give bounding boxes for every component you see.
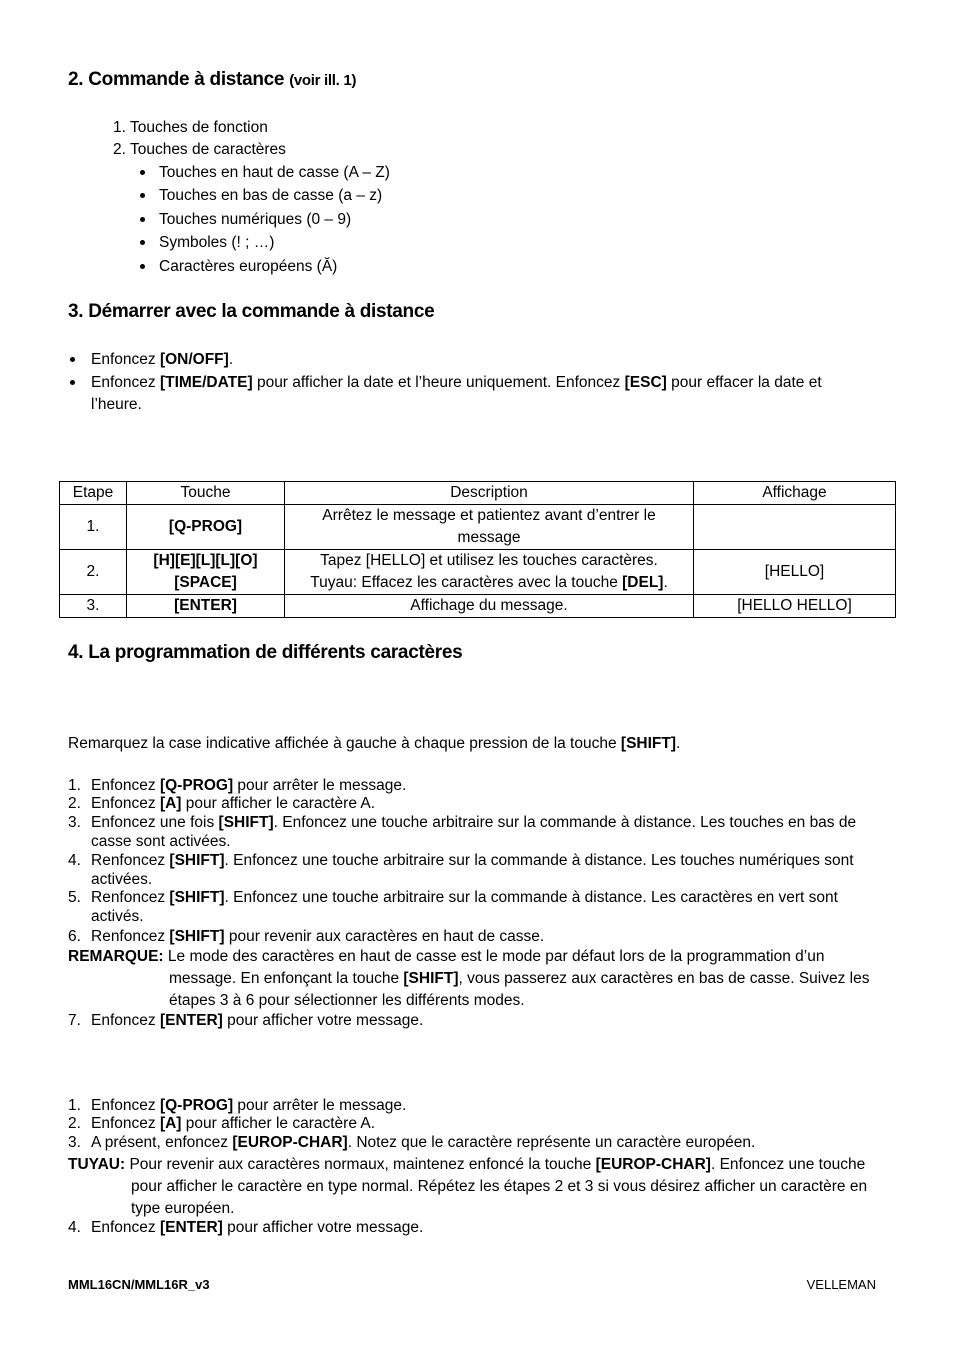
list-item <box>68 851 854 870</box>
step-number: 2. <box>68 795 81 812</box>
key-label: [ENTER] <box>159 1012 223 1029</box>
text: pour arrêter le message. <box>233 777 407 794</box>
key-label: [ENTER] <box>174 597 237 614</box>
text: Remarquez la case indicative affichée à gauche à chaque pression de la touche <box>68 735 621 752</box>
footer-brand: VELLEMAN <box>806 1277 876 1292</box>
bullet-icon <box>70 357 75 362</box>
table-header: Touche <box>127 482 285 505</box>
list-item: Touches en bas de casse (a – z) <box>159 187 383 204</box>
text: Renfoncez <box>91 889 170 906</box>
table-row <box>60 550 896 595</box>
step-number: 1. <box>68 1097 81 1114</box>
text: . <box>228 351 234 368</box>
section-2-heading <box>68 70 356 90</box>
text: . Enfoncez une touche arbitraire sur la commande à distance. Les touches en bas de <box>273 814 857 831</box>
text: Renfoncez <box>91 852 170 869</box>
table-cell <box>285 505 694 550</box>
key-label: [Q-PROG] <box>159 1097 234 1114</box>
table-cell: 1. <box>60 505 127 550</box>
list-item-continuation: l’heure. <box>91 396 142 413</box>
section-3-title: 3. Démarrer avec la commande à distance <box>68 301 435 322</box>
text: pour effacer la date et <box>666 374 822 391</box>
text: . Enfoncez une touche arbitraire sur la commande à distance. Les touches numériques sont <box>224 852 854 869</box>
text: Enfoncez <box>91 351 160 368</box>
key-label: [H][E][L][L][O] <box>153 552 258 569</box>
table-header: Description <box>285 482 694 505</box>
steps-table <box>59 481 896 618</box>
table-row <box>60 595 896 618</box>
table-cell <box>127 505 285 550</box>
list-item: Caractères européens (Ă) <box>159 258 338 275</box>
key-label: [Q-PROG] <box>168 518 243 535</box>
section-2-title: 2. Commande à distance <box>68 69 285 90</box>
list-item <box>68 794 375 813</box>
table-cell: [HELLO HELLO] <box>694 595 896 618</box>
table-cell <box>694 505 896 550</box>
key-label: [EUROP-CHAR] <box>595 1156 711 1173</box>
list-item <box>68 1011 423 1030</box>
list-item: 2. Touches de caractères <box>113 141 286 158</box>
tip-line: pour afficher le caractère en type normal. Répétez les étapes 2 et 3 si vous désirez afficher un caractère en <box>131 1178 868 1195</box>
footer-model: MML16CN/MML16R_v3 <box>68 1277 210 1292</box>
text: Enfoncez <box>91 795 160 812</box>
list-item <box>68 1114 375 1133</box>
list-item <box>68 1096 406 1115</box>
key-label: [ON/OFF] <box>159 351 229 368</box>
key-label: [EUROP-CHAR] <box>232 1134 348 1151</box>
tip-line <box>68 1155 865 1174</box>
bullet-icon <box>70 380 75 385</box>
text: message. En enfonçant la touche <box>169 970 404 987</box>
text: A présent, enfoncez <box>91 1134 233 1151</box>
text: message <box>457 529 521 546</box>
step-number: 7. <box>68 1012 81 1029</box>
step-number: 5. <box>68 889 81 906</box>
bullet-icon <box>140 193 145 198</box>
text: Enfoncez une fois <box>91 814 219 831</box>
list-item <box>91 373 822 392</box>
key-label: [ENTER] <box>159 1219 223 1236</box>
list-item <box>91 350 233 369</box>
text: Tuyau: Effacez les caractères avec la touche <box>310 574 623 591</box>
key-label: [A] <box>159 795 182 812</box>
text: pour afficher votre message. <box>222 1012 424 1029</box>
bullet-icon <box>140 240 145 245</box>
tip-label: TUYAU: <box>68 1156 126 1173</box>
text: , vous passerez aux caractères en bas de casse. Suivez les <box>458 970 870 987</box>
text: pour afficher la date et l’heure uniquement. Enfoncez <box>252 374 625 391</box>
key-label: [SHIFT] <box>169 928 225 945</box>
list-item <box>68 776 406 795</box>
key-label: [SPACE] <box>174 574 237 591</box>
text: Renfoncez <box>91 928 170 945</box>
table-header: Etape <box>60 482 127 505</box>
list-item <box>68 813 856 832</box>
note-label: REMARQUE: <box>68 948 164 965</box>
step-number: 3. <box>68 814 81 831</box>
list-item <box>68 927 544 946</box>
bullet-icon <box>140 264 145 269</box>
text: . <box>663 574 668 591</box>
note-line <box>68 947 824 966</box>
table-cell: 3. <box>60 595 127 618</box>
section-2-subtitle: (voir ill. 1) <box>289 72 357 89</box>
text: Enfoncez <box>91 1012 160 1029</box>
key-label: [SHIFT] <box>403 970 459 987</box>
list-item <box>68 1133 755 1152</box>
text: Tapez [HELLO] et utilisez les touches caractères. <box>320 552 658 569</box>
table-row <box>60 505 896 550</box>
step-number: 4. <box>68 1219 81 1236</box>
key-label: [Q-PROG] <box>159 777 234 794</box>
intro-paragraph <box>68 734 680 753</box>
text: pour arrêter le message. <box>233 1097 407 1114</box>
table-cell <box>127 595 285 618</box>
text: pour afficher le caractère A. <box>181 795 376 812</box>
text: pour afficher votre message. <box>222 1219 424 1236</box>
list-item: Symboles (! ; …) <box>159 234 275 251</box>
text: pour revenir aux caractères en haut de casse. <box>224 928 545 945</box>
key-label: [SHIFT] <box>218 814 274 831</box>
text: . Notez que le caractère représente un caractère européen. <box>347 1134 756 1151</box>
key-label: [A] <box>159 1115 182 1132</box>
note-line <box>169 969 869 988</box>
text: Le mode des caractères en haut de casse est le mode par défaut lors de la programmation d’un <box>163 948 825 965</box>
section-4-title: 4. La programmation de différents caractères <box>68 642 463 663</box>
list-item <box>68 1218 423 1237</box>
table-cell <box>285 550 694 595</box>
table-cell <box>127 550 285 595</box>
table-cell: Affichage du message. <box>285 595 694 618</box>
text: Arrêtez le message et patientez avant d’entrer le <box>322 507 656 524</box>
step-number: 2. <box>68 1115 81 1132</box>
step-number: 4. <box>68 852 81 869</box>
key-label: [TIME/DATE] <box>159 374 253 391</box>
table-cell: 2. <box>60 550 127 595</box>
key-label: [ESC] <box>624 374 667 391</box>
text: Enfoncez <box>91 1097 160 1114</box>
list-item: Touches en haut de casse (A – Z) <box>159 164 390 181</box>
key-label: [SHIFT] <box>169 889 225 906</box>
text: Enfoncez <box>91 777 160 794</box>
table-cell: [HELLO] <box>694 550 896 595</box>
step-number: 1. <box>68 777 81 794</box>
bullet-icon <box>140 217 145 222</box>
list-item <box>68 888 838 907</box>
key-label: [SHIFT] <box>620 735 677 752</box>
text: . <box>676 735 681 752</box>
list-item-continuation: activées. <box>91 871 153 888</box>
step-number: 6. <box>68 928 81 945</box>
key-label: [SHIFT] <box>169 852 225 869</box>
text: Enfoncez <box>91 374 160 391</box>
list-item: Touches numériques (0 – 9) <box>159 211 352 228</box>
tip-line: type européen. <box>131 1200 235 1217</box>
text: pour afficher le caractère A. <box>181 1115 376 1132</box>
text: Enfoncez <box>91 1115 160 1132</box>
text: Enfoncez <box>91 1219 160 1236</box>
key-label: [DEL] <box>622 574 664 591</box>
text: . Enfoncez une touche arbitraire sur la commande à distance. Les caractères en vert sont <box>224 889 838 906</box>
table-header: Affichage <box>694 482 896 505</box>
bullet-icon <box>140 170 145 175</box>
note-line: étapes 3 à 6 pour sélectionner les différents modes. <box>169 992 525 1009</box>
list-item: 1. Touches de fonction <box>113 119 268 136</box>
step-number: 3. <box>68 1134 81 1151</box>
list-item-continuation: activés. <box>91 908 144 925</box>
text: . Enfoncez une touche <box>710 1156 866 1173</box>
table-header-row <box>60 482 896 505</box>
text: Pour revenir aux caractères normaux, maintenez enfoncé la touche <box>125 1156 596 1173</box>
list-item-continuation: casse sont activées. <box>91 833 231 850</box>
